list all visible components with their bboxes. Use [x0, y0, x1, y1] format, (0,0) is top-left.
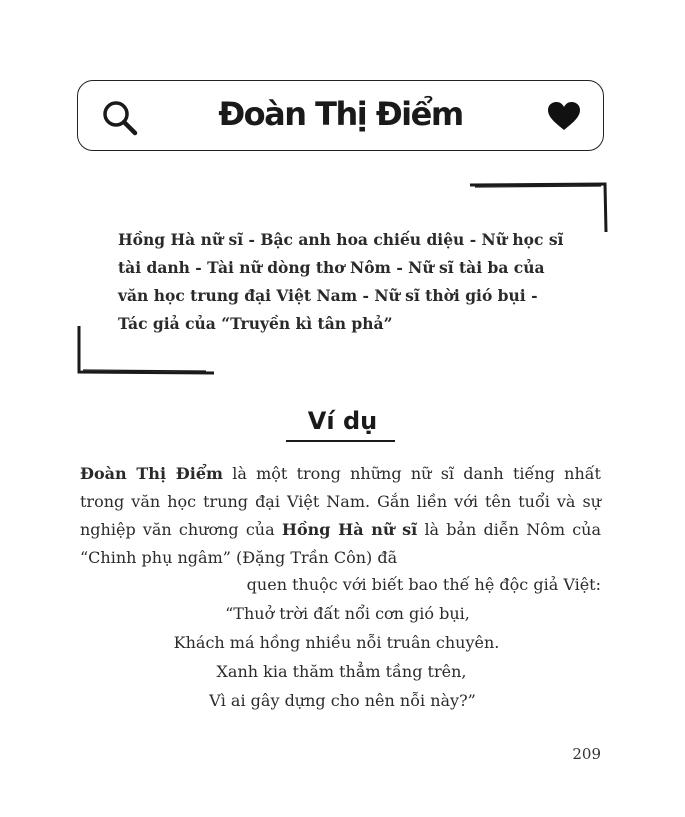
poem-excerpt: [0, 599, 685, 715]
poem-intro: quen thuộc với biết bao thế hệ độc giả Việt:: [246, 575, 601, 594]
poem-line: Vì ai gây dựng cho nên nỗi này?”: [209, 691, 476, 710]
body-text-1: là một trong những nữ sĩ danh tiếng nhất trong văn học trung đại Việt Nam. Gắn liền với tên tuổi và sự nghiệp văn chương của: [80, 464, 601, 539]
title-search-bar: [77, 80, 604, 151]
heart-icon: [547, 101, 581, 135]
author-pen-name: Hồng Hà nữ sĩ: [281, 520, 418, 539]
page-title: Đoàn Thị Điểm: [218, 95, 463, 133]
poem-line: Xanh kia thăm thẳm tầng trên,: [216, 662, 467, 681]
page-number: 209: [572, 745, 601, 763]
section-title-underline: [286, 440, 395, 442]
author-name: Đoàn Thị Điểm: [80, 464, 223, 483]
section-title: Ví dụ: [307, 407, 378, 435]
body-text-2: là bản diễn Nôm của “Chinh phụ ngâm” (Đặng Trần Côn) đã: [80, 520, 602, 567]
frame-corner-bottom-left: [76, 325, 218, 377]
poem-line: “Thuở trời đất nổi cơn gió bụi,: [225, 604, 470, 623]
epithet-quote: Hồng Hà nữ sĩ - Bậc anh hoa chiếu diệu - Nữ học sĩ tài danh - Tài nữ dòng thơ Nôm - Nữ sĩ tài ba của văn học trung đại Việt Nam - Nữ sĩ thời gió bụi - Tác giả của “Truyền kì tân phả”: [118, 230, 564, 333]
body-paragraph: [80, 460, 601, 572]
poem-line: Khách má hồng nhiều nỗi truân chuyên.: [173, 633, 500, 652]
